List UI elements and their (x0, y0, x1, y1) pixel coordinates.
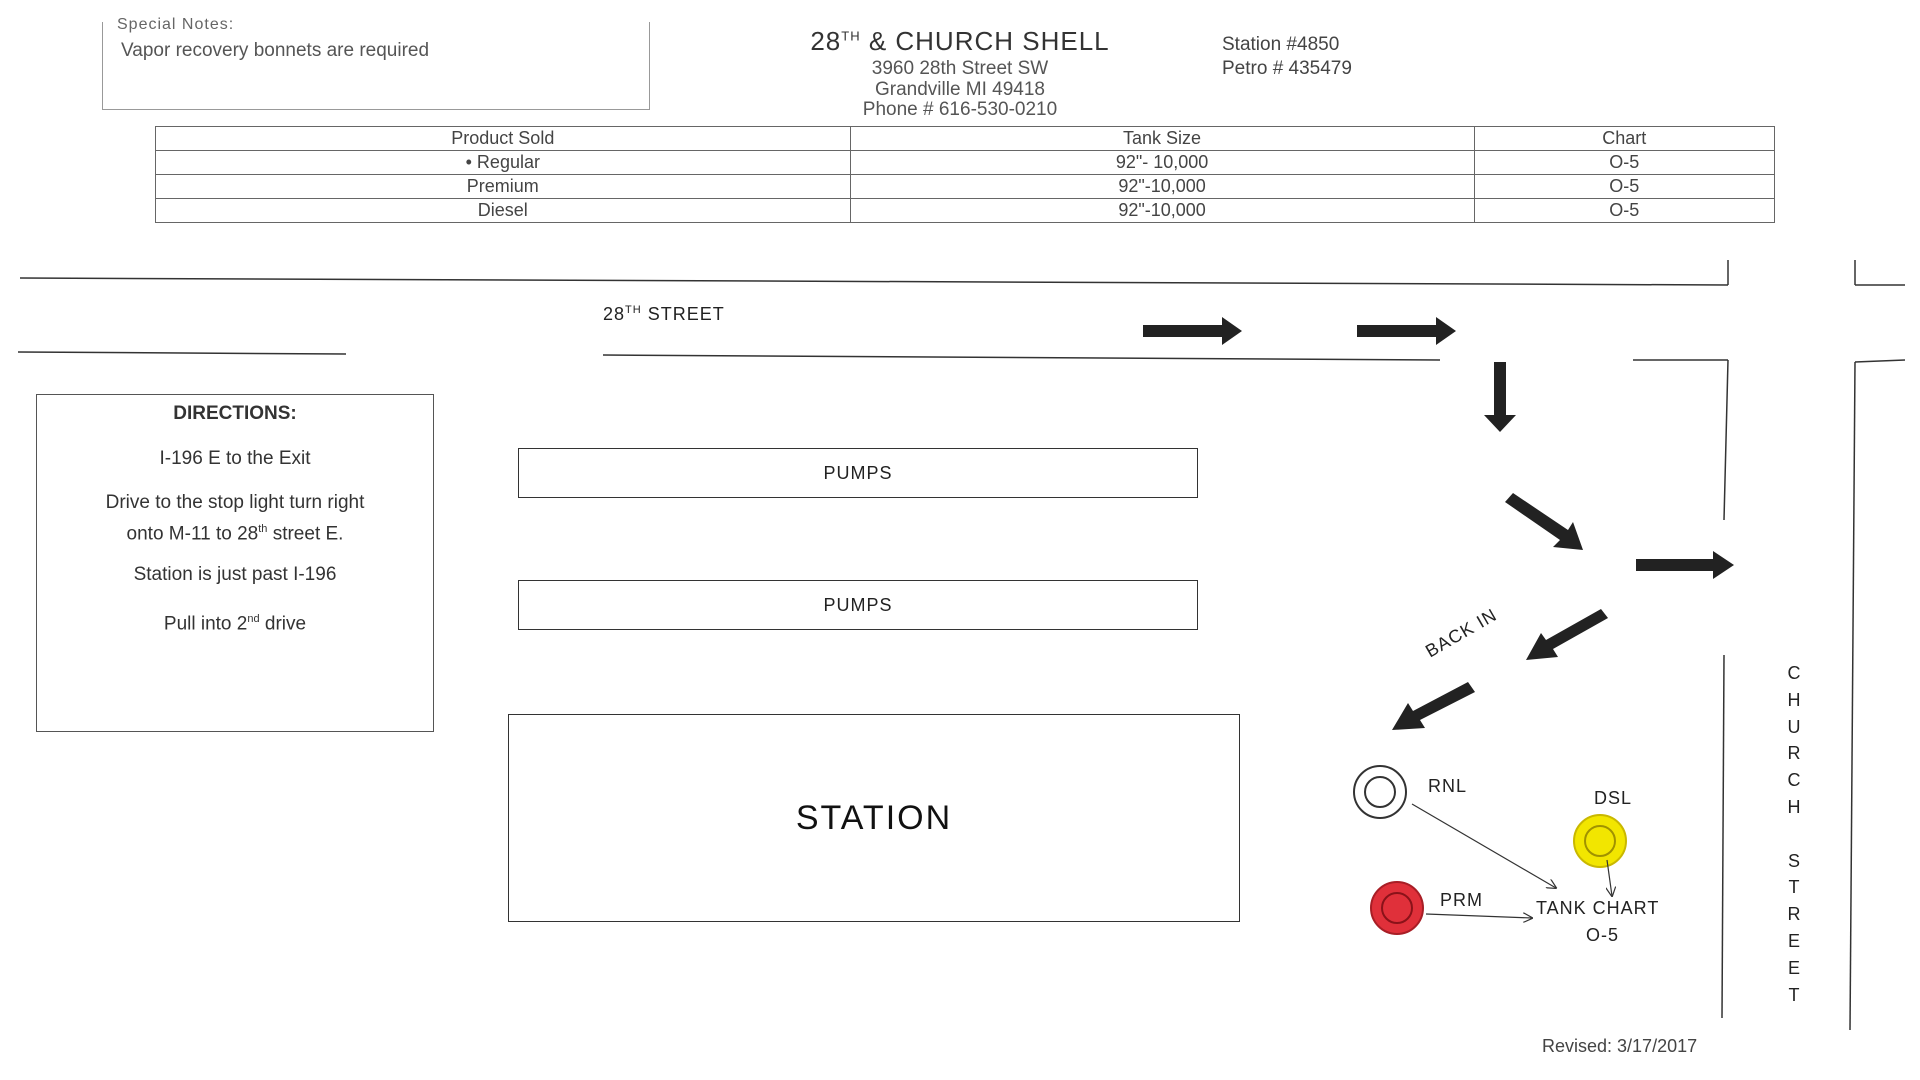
back-in-label: BACK IN (1422, 604, 1501, 662)
table-cell: O-5 (1474, 175, 1775, 199)
arrow-down-left-icon (1392, 682, 1475, 730)
table-cell: • Regular (156, 151, 851, 175)
table-cell: 92"-10,000 (850, 199, 1474, 223)
church-street-label: C H U R C H S T R E E T (1787, 663, 1801, 1005)
pump-island-2: PUMPS (518, 580, 1198, 630)
direction-arrows (1143, 317, 1734, 730)
rnl-label: RNL (1428, 776, 1468, 796)
directions-box (36, 394, 434, 732)
road-edge-line (1724, 360, 1728, 520)
table-cell: 92"-10,000 (850, 175, 1474, 199)
arrow-down-left-icon (1526, 609, 1608, 660)
prm-tank-icon (1371, 882, 1423, 934)
directions-title: DIRECTIONS: (173, 403, 297, 424)
road-edge-line (1855, 360, 1905, 362)
column-header: Product Sold (156, 127, 851, 151)
directions-step-1: I-196 E to the Exit (159, 448, 311, 469)
street-28th-label: 28TH STREET (603, 304, 725, 324)
arrow-down-right-icon (1505, 493, 1583, 550)
phone-number: Phone # 616-530-0210 (862, 99, 1058, 120)
dsl-tank-icon (1574, 815, 1626, 867)
rnl-tank-icon (1354, 766, 1406, 818)
leader-arrow (1412, 804, 1556, 888)
dsl-label: DSL (1594, 788, 1633, 808)
leader-arrow (1426, 914, 1532, 918)
tank-chart-label: TANK CHART (1536, 898, 1660, 918)
address-line2: Grandville MI 49418 (874, 79, 1046, 100)
directions-step-2a: Drive to the stop light turn right (105, 492, 365, 513)
column-header: Chart (1474, 127, 1775, 151)
special-notes-title: Special Notes: (117, 16, 235, 33)
arrow-down-icon (1484, 362, 1516, 432)
station-building: STATION (508, 714, 1240, 922)
directions-step-2b: onto M-11 to 28th street E. (126, 523, 344, 545)
table-cell: Diesel (156, 199, 851, 223)
directions-step-3: Station is just past I-196 (133, 564, 337, 585)
table-cell: Premium (156, 175, 851, 199)
directions-step-4: Pull into 2nd drive (163, 613, 307, 635)
arrow-right-icon (1143, 317, 1242, 345)
table-cell: O-5 (1474, 199, 1775, 223)
station-name: 28TH & CHURCH SHELL (810, 26, 1110, 56)
column-header: Tank Size (850, 127, 1474, 151)
table-cell: O-5 (1474, 151, 1775, 175)
arrow-right-icon (1357, 317, 1456, 345)
revised-date: Revised: 3/17/2017 (1542, 1036, 1698, 1056)
address-line1: 3960 28th Street SW (871, 58, 1049, 79)
special-notes-text: Vapor recovery bonnets are required (121, 40, 430, 61)
road-edge-line (1850, 362, 1855, 1030)
tank-chart-code: O-5 (1586, 925, 1620, 945)
road-edge-line (1722, 655, 1724, 1018)
table-cell: 92"- 10,000 (850, 151, 1474, 175)
road-edge-line (20, 278, 1728, 285)
prm-label: PRM (1440, 890, 1483, 910)
station-number: Station #4850 (1222, 34, 1340, 55)
pump-island-1: PUMPS (518, 448, 1198, 498)
road-edge-line (603, 355, 1440, 360)
petro-number: Petro # 435479 (1222, 58, 1352, 79)
arrow-right-icon (1636, 551, 1734, 579)
road-edge-line (18, 352, 346, 354)
